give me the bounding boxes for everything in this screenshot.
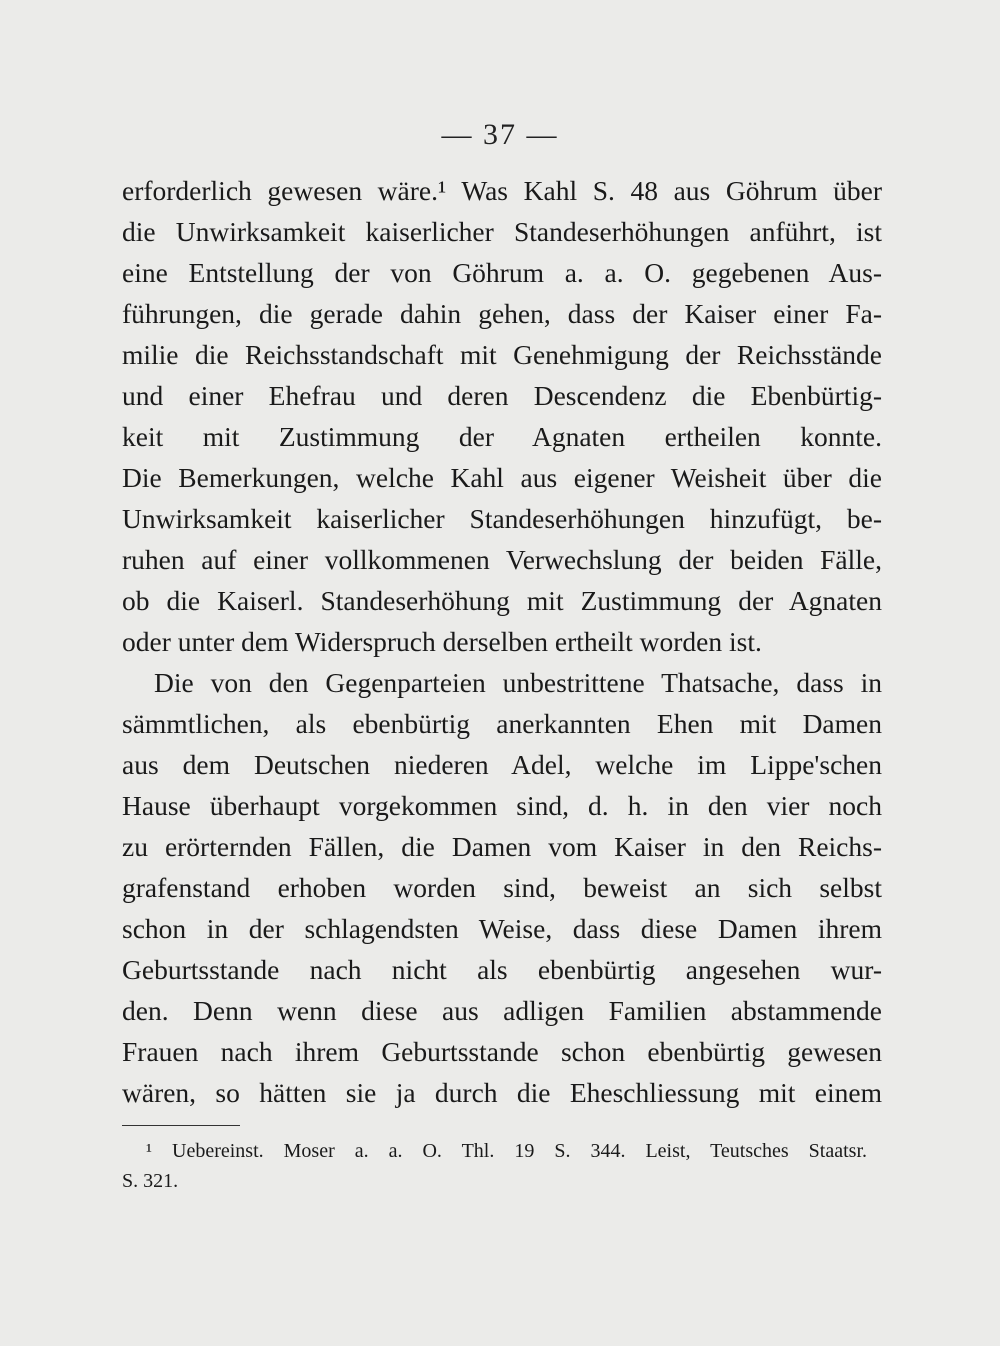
- body-line: wären, so hätten sie ja durch die Eheschliessung mit einem: [122, 1077, 882, 1108]
- body-line: Frauen nach ihrem Geburtsstande schon ebenbürtig gewesen: [122, 1036, 882, 1067]
- body-line: milie die Reichsstandschaft mit Genehmigung der Reichsstände: [122, 339, 882, 370]
- body-line: Unwirksamkeit kaiserlicher Standeserhöhungen hinzufügt, be-: [122, 503, 882, 534]
- footnotes: [122, 1136, 867, 1196]
- body-line: Die Bemerkungen, welche Kahl aus eigener Weisheit über die: [122, 462, 882, 493]
- body-line: schon in der schlagendsten Weise, dass diese Damen ihrem: [122, 913, 882, 944]
- body-text: [122, 170, 882, 1113]
- body-line: aus dem Deutschen niederen Adel, welche im Lippe'schen: [122, 749, 882, 780]
- footnote-divider: [122, 1125, 240, 1126]
- body-line: ruhen auf einer vollkommenen Verwechslung der beiden Fälle,: [122, 544, 882, 575]
- body-line: Die von den Gegenparteien unbestrittene Thatsache, dass in: [154, 667, 882, 698]
- page-number: — 37 —: [441, 118, 559, 151]
- body-line: Hause überhaupt vorgekommen sind, d. h. in den vier noch: [122, 790, 882, 821]
- body-line: keit mit Zustimmung der Agnaten ertheilen konnte.: [122, 421, 882, 452]
- body-line: Geburtsstande nach nicht als ebenbürtig angesehen wur-: [122, 954, 882, 985]
- body-line: die Unwirksamkeit kaiserlicher Standeserhöhungen anführt, ist: [122, 216, 882, 247]
- footnote-line: S. 321.: [122, 1170, 179, 1192]
- body-line: grafenstand erhoben worden sind, beweist an sich selbst: [122, 872, 882, 903]
- body-line: führungen, die gerade dahin gehen, dass der Kaiser einer Fa-: [122, 298, 882, 329]
- body-line: eine Entstellung der von Göhrum a. a. O. gegebenen Aus-: [122, 257, 882, 288]
- body-line: den. Denn wenn diese aus adligen Familien abstammende: [122, 995, 882, 1026]
- body-line: und einer Ehefrau und deren Descendenz die Ebenbürtig-: [122, 380, 882, 411]
- footnote-line: ¹ Uebereinst. Moser a. a. O. Thl. 19 S. 344. Leist, Teutsches Staatsr.: [146, 1140, 867, 1162]
- body-line: ob die Kaiserl. Standeserhöhung mit Zustimmung der Agnaten: [122, 585, 882, 616]
- body-line: oder unter dem Widerspruch derselben ertheilt worden ist.: [122, 626, 762, 657]
- body-line: erforderlich gewesen wäre.¹ Was Kahl S. 48 aus Göhrum über: [122, 175, 882, 206]
- body-line: zu erörternden Fällen, die Damen vom Kaiser in den Reichs-: [122, 831, 882, 862]
- body-line: sämmtlichen, als ebenbürtig anerkannten Ehen mit Damen: [122, 708, 882, 739]
